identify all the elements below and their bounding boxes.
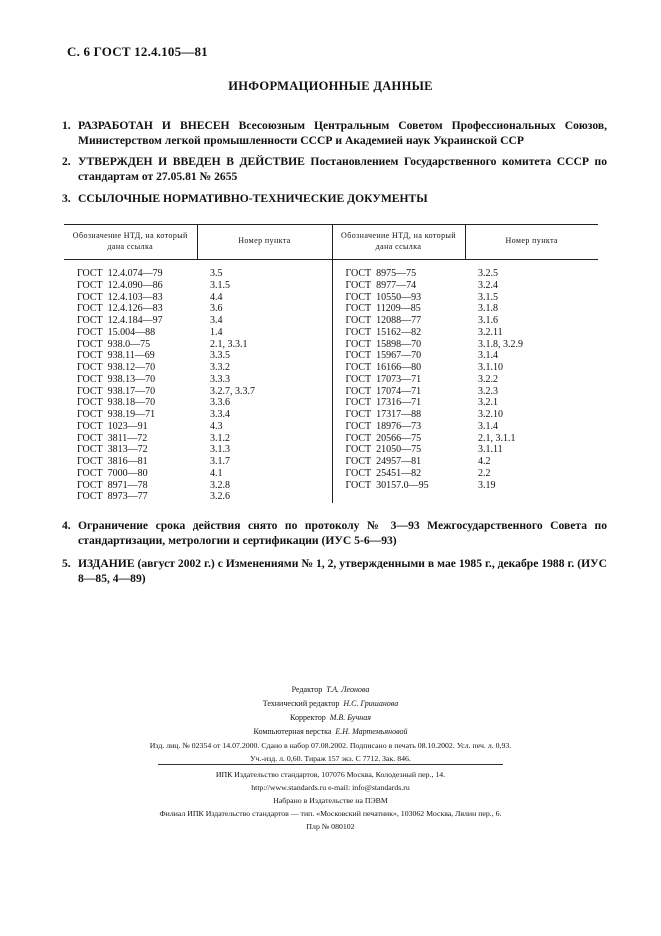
- cell-clause: 3.3.3: [210, 373, 230, 385]
- cell-clause: 3.2.1: [478, 397, 498, 409]
- table-row: [64, 260, 598, 280]
- cell-document: ГОСТ 7000—80: [77, 467, 148, 479]
- cell-document: ГОСТ 12088—77: [332, 315, 465, 327]
- cell-document: ГОСТ 15162—82: [332, 327, 465, 339]
- cell-document: ГОСТ 17316—71: [332, 397, 465, 409]
- cell-clause: 3.1.7: [210, 456, 230, 467]
- cell-document: ГОСТ 938.0—75: [77, 338, 151, 350]
- table-row: [64, 480, 598, 492]
- cell-document: ГОСТ 24957—81: [332, 456, 465, 468]
- credit-editor: [0, 683, 661, 697]
- typeset-note: Набрано в Издательстве на ПЭВМ: [273, 796, 388, 805]
- table-row: [64, 315, 598, 327]
- cell-document: ГОСТ 12.4.074—79: [77, 268, 163, 279]
- item-text: Ограничение срока действия снято по протоколу № 3—93 Межгосударственного Совета по стандартизации, метрологии и сертификации (ИУС 5-6—93): [78, 519, 607, 547]
- cell-document: ГОСТ 3816—81: [77, 456, 148, 467]
- credit-name: М.В. Бучная: [329, 713, 371, 722]
- table-row: [64, 409, 598, 421]
- cell-clause: 3.3.5: [210, 350, 230, 362]
- cell-clause: 3.1.11: [478, 444, 503, 456]
- publisher-web-email: http://www.standards.ru e-mail: info@standards.ru: [251, 783, 410, 792]
- credit-role: Корректор: [290, 713, 326, 722]
- cell-clause: 3.3.2: [210, 362, 230, 373]
- table-row: [64, 491, 598, 503]
- cell-clause: 3.2.10: [478, 409, 503, 420]
- cell-clause: 3.2.8: [210, 479, 230, 491]
- cell-document: ГОСТ 15898—70: [332, 339, 465, 351]
- cell-clause: 3.2.7, 3.3.7: [210, 385, 255, 397]
- table-row: [64, 292, 598, 304]
- item-text: ССЫЛОЧНЫЕ НОРМАТИВНО-ТЕХНИЧЕСКИЕ ДОКУМЕНТЫ: [78, 192, 428, 205]
- table-row: [64, 303, 598, 315]
- table-row: [64, 280, 598, 292]
- cell-document: ГОСТ 20566—75: [332, 433, 465, 445]
- divider: [158, 764, 503, 765]
- cell-document: ГОСТ 938.18—70: [77, 397, 156, 409]
- cell-document: ГОСТ 3811—72: [77, 432, 148, 444]
- cell-clause: 3.3.6: [210, 397, 230, 409]
- col-header-document: Обозначение НТД, на который дана ссылка: [332, 225, 465, 260]
- credit-role: Редактор: [291, 685, 323, 694]
- cell-clause: 3.1.4: [478, 350, 498, 362]
- cell-clause: 3.1.4: [478, 420, 498, 432]
- cell-clause: 4.4: [210, 291, 223, 303]
- cell-document: ГОСТ 11209—85: [332, 303, 465, 315]
- cell-document: ГОСТ 938.12—70: [77, 362, 156, 373]
- credit-role: Компьютерная верстка: [253, 727, 332, 736]
- cell-clause: 3.1.8: [478, 303, 498, 315]
- info-item-3: [62, 191, 607, 206]
- table-row: [64, 327, 598, 339]
- cell-document: ГОСТ 12.4.103—83: [77, 291, 163, 303]
- info-item-2: [62, 154, 607, 184]
- table-row: [64, 468, 598, 480]
- cell-clause: 4.2: [478, 456, 491, 467]
- cell-clause: 4.1: [210, 467, 223, 479]
- item-text: РАЗРАБОТАН И ВНЕСЕН Всесоюзным Центральным Советом Профессиональных Союзов, Министерством легкой промышленности СССР и Академией наук Украинской ССР: [78, 119, 607, 147]
- table-row: [64, 374, 598, 386]
- print-info-line: Изд. лиц. № 02354 от 14.07.2000. Сдано в набор 07.08.2002. Подписано в печать 08.10.2002. Усл. печ. л. 0,93.: [149, 741, 512, 750]
- item-number: 1.: [62, 119, 71, 132]
- cell-document: ГОСТ 25451—82: [332, 468, 465, 480]
- print-info-line: Уч.-изд. л. 0,60. Тираж 157 экз. С 7712. Зак. 846.: [250, 754, 411, 763]
- cell-clause: 3.1.2: [210, 432, 230, 444]
- cell-clause: 3.1.3: [210, 444, 230, 456]
- cell-clause: 3.1.5: [210, 279, 230, 291]
- cell-document: ГОСТ 12.4.090—86: [77, 279, 163, 291]
- cell-document: ГОСТ 8971—78: [77, 479, 148, 491]
- cell-clause: 3.2.3: [478, 385, 498, 397]
- table-row: [64, 350, 598, 362]
- item-number: 3.: [62, 192, 71, 205]
- table-row: [64, 362, 598, 374]
- cell-document: ГОСТ 17317—88: [332, 409, 465, 421]
- table-row: [64, 444, 598, 456]
- cell-clause: 3.1.6: [478, 315, 498, 326]
- credit-name: Н.С. Гришанова: [343, 699, 399, 708]
- cell-document: ГОСТ 10550—93: [332, 292, 465, 304]
- cell-clause: 3.2.6: [210, 491, 230, 503]
- table-header-row: [64, 225, 598, 260]
- cell-clause: 3.1.5: [478, 291, 498, 303]
- cell-document: ГОСТ 938.13—70: [77, 373, 156, 385]
- reference-documents-table: [64, 224, 598, 503]
- cell-document: ГОСТ 12.4.126—83: [77, 303, 163, 315]
- table-row: [64, 421, 598, 433]
- cell-document: ГОСТ 21050—75: [332, 444, 465, 456]
- cell-document: ГОСТ 8973—77: [77, 491, 148, 503]
- cell-document: ГОСТ 12.4.184—97: [77, 315, 163, 326]
- cell-clause: 3.2.5: [478, 268, 498, 279]
- info-item-1: [62, 118, 607, 148]
- cell-clause: 2.1, 3.1.1: [478, 432, 516, 444]
- table-body: [64, 260, 598, 504]
- item-text: ИЗДАНИЕ (август 2002 г.) с Изменениями № 1, 2, утвержденными в мае 1985 г., декабре 1988 г. (ИУС 8—85, 4—89): [78, 557, 607, 585]
- table-row: [64, 397, 598, 409]
- cell-clause: 3.5: [210, 268, 223, 279]
- info-item-4: [62, 518, 607, 548]
- table-row: [64, 456, 598, 468]
- cell-document: ГОСТ 15.004—88: [77, 326, 156, 338]
- license-number: Плр № 080102: [306, 822, 355, 831]
- cell-document: ГОСТ 938.11—69: [77, 350, 155, 362]
- cell-clause: 3.2.2: [478, 373, 498, 385]
- cell-document: ГОСТ 15967—70: [332, 350, 465, 362]
- cell-document: ГОСТ 8975—75: [332, 260, 465, 280]
- cell-document: ГОСТ 938.19—71: [77, 409, 156, 420]
- cell-document: ГОСТ 30157.0—95: [332, 480, 465, 492]
- cell-clause: [465, 491, 598, 503]
- cell-clause: 3.1.8, 3.2.9: [478, 338, 523, 350]
- cell-document: ГОСТ 3813—72: [77, 444, 148, 456]
- publisher-address: ИПК Издательство стандартов, 107076 Москва, Колодезный пер., 14.: [215, 770, 446, 779]
- table-row: [64, 386, 598, 398]
- credit-layout: [0, 725, 661, 739]
- cell-clause: 2.1, 3.3.1: [210, 338, 248, 350]
- cell-clause: 4.3: [210, 420, 223, 432]
- table-row: [64, 339, 598, 351]
- credit-role: Технический редактор: [262, 699, 340, 708]
- credit-proofreader: [0, 711, 661, 725]
- section-title: ИНФОРМАЦИОННЫЕ ДАННЫЕ: [228, 79, 433, 93]
- cell-clause: 3.1.10: [478, 362, 503, 373]
- cell-clause: 3.4: [210, 315, 223, 326]
- cell-document: ГОСТ 18976—73: [332, 421, 465, 433]
- credit-name: Т.А. Леонова: [326, 685, 370, 694]
- cell-document: ГОСТ 16166—80: [332, 362, 465, 374]
- cell-clause: 3.3.4: [210, 409, 230, 420]
- cell-clause: 3.6: [210, 303, 223, 315]
- cell-document: [332, 491, 465, 503]
- cell-clause: 3.2.4: [478, 279, 498, 291]
- cell-document: ГОСТ 17074—71: [332, 386, 465, 398]
- page-header: С. 6 ГОСТ 12.4.105—81: [67, 44, 208, 59]
- col-header-clause: Номер пункта: [465, 225, 598, 260]
- item-text: УТВЕРЖДЕН И ВВЕДЕН В ДЕЙСТВИЕ Постановлением Государственного комитета СССР по стандартам от 27.05.81 № 2655: [78, 155, 607, 183]
- cell-document: ГОСТ 8977—74: [332, 280, 465, 292]
- printing-house: Филиал ИПК Издательство стандартов — тип. «Московский печатник», 103062 Москва, Лялин пер., 6.: [159, 809, 502, 818]
- credit-tech-editor: [0, 697, 661, 711]
- credit-name: Е.Н. Мартемьяновой: [335, 727, 408, 736]
- cell-clause: 1.4: [210, 326, 223, 338]
- info-item-5: [62, 556, 607, 586]
- table-row: [64, 433, 598, 445]
- cell-document: ГОСТ 1023—91: [77, 420, 148, 432]
- cell-document: ГОСТ 17073—71: [332, 374, 465, 386]
- cell-clause: 2.2: [478, 467, 491, 479]
- item-number: 2.: [62, 155, 71, 168]
- item-number: 4.: [62, 519, 71, 532]
- item-number: 5.: [62, 557, 71, 570]
- col-header-document: Обозначение НТД, на который дана ссылка: [64, 225, 197, 260]
- cell-clause: 3.19: [478, 479, 496, 491]
- cell-clause: 3.2.11: [478, 326, 503, 338]
- cell-document: ГОСТ 938.17—70: [77, 385, 156, 397]
- col-header-clause: Номер пункта: [197, 225, 332, 260]
